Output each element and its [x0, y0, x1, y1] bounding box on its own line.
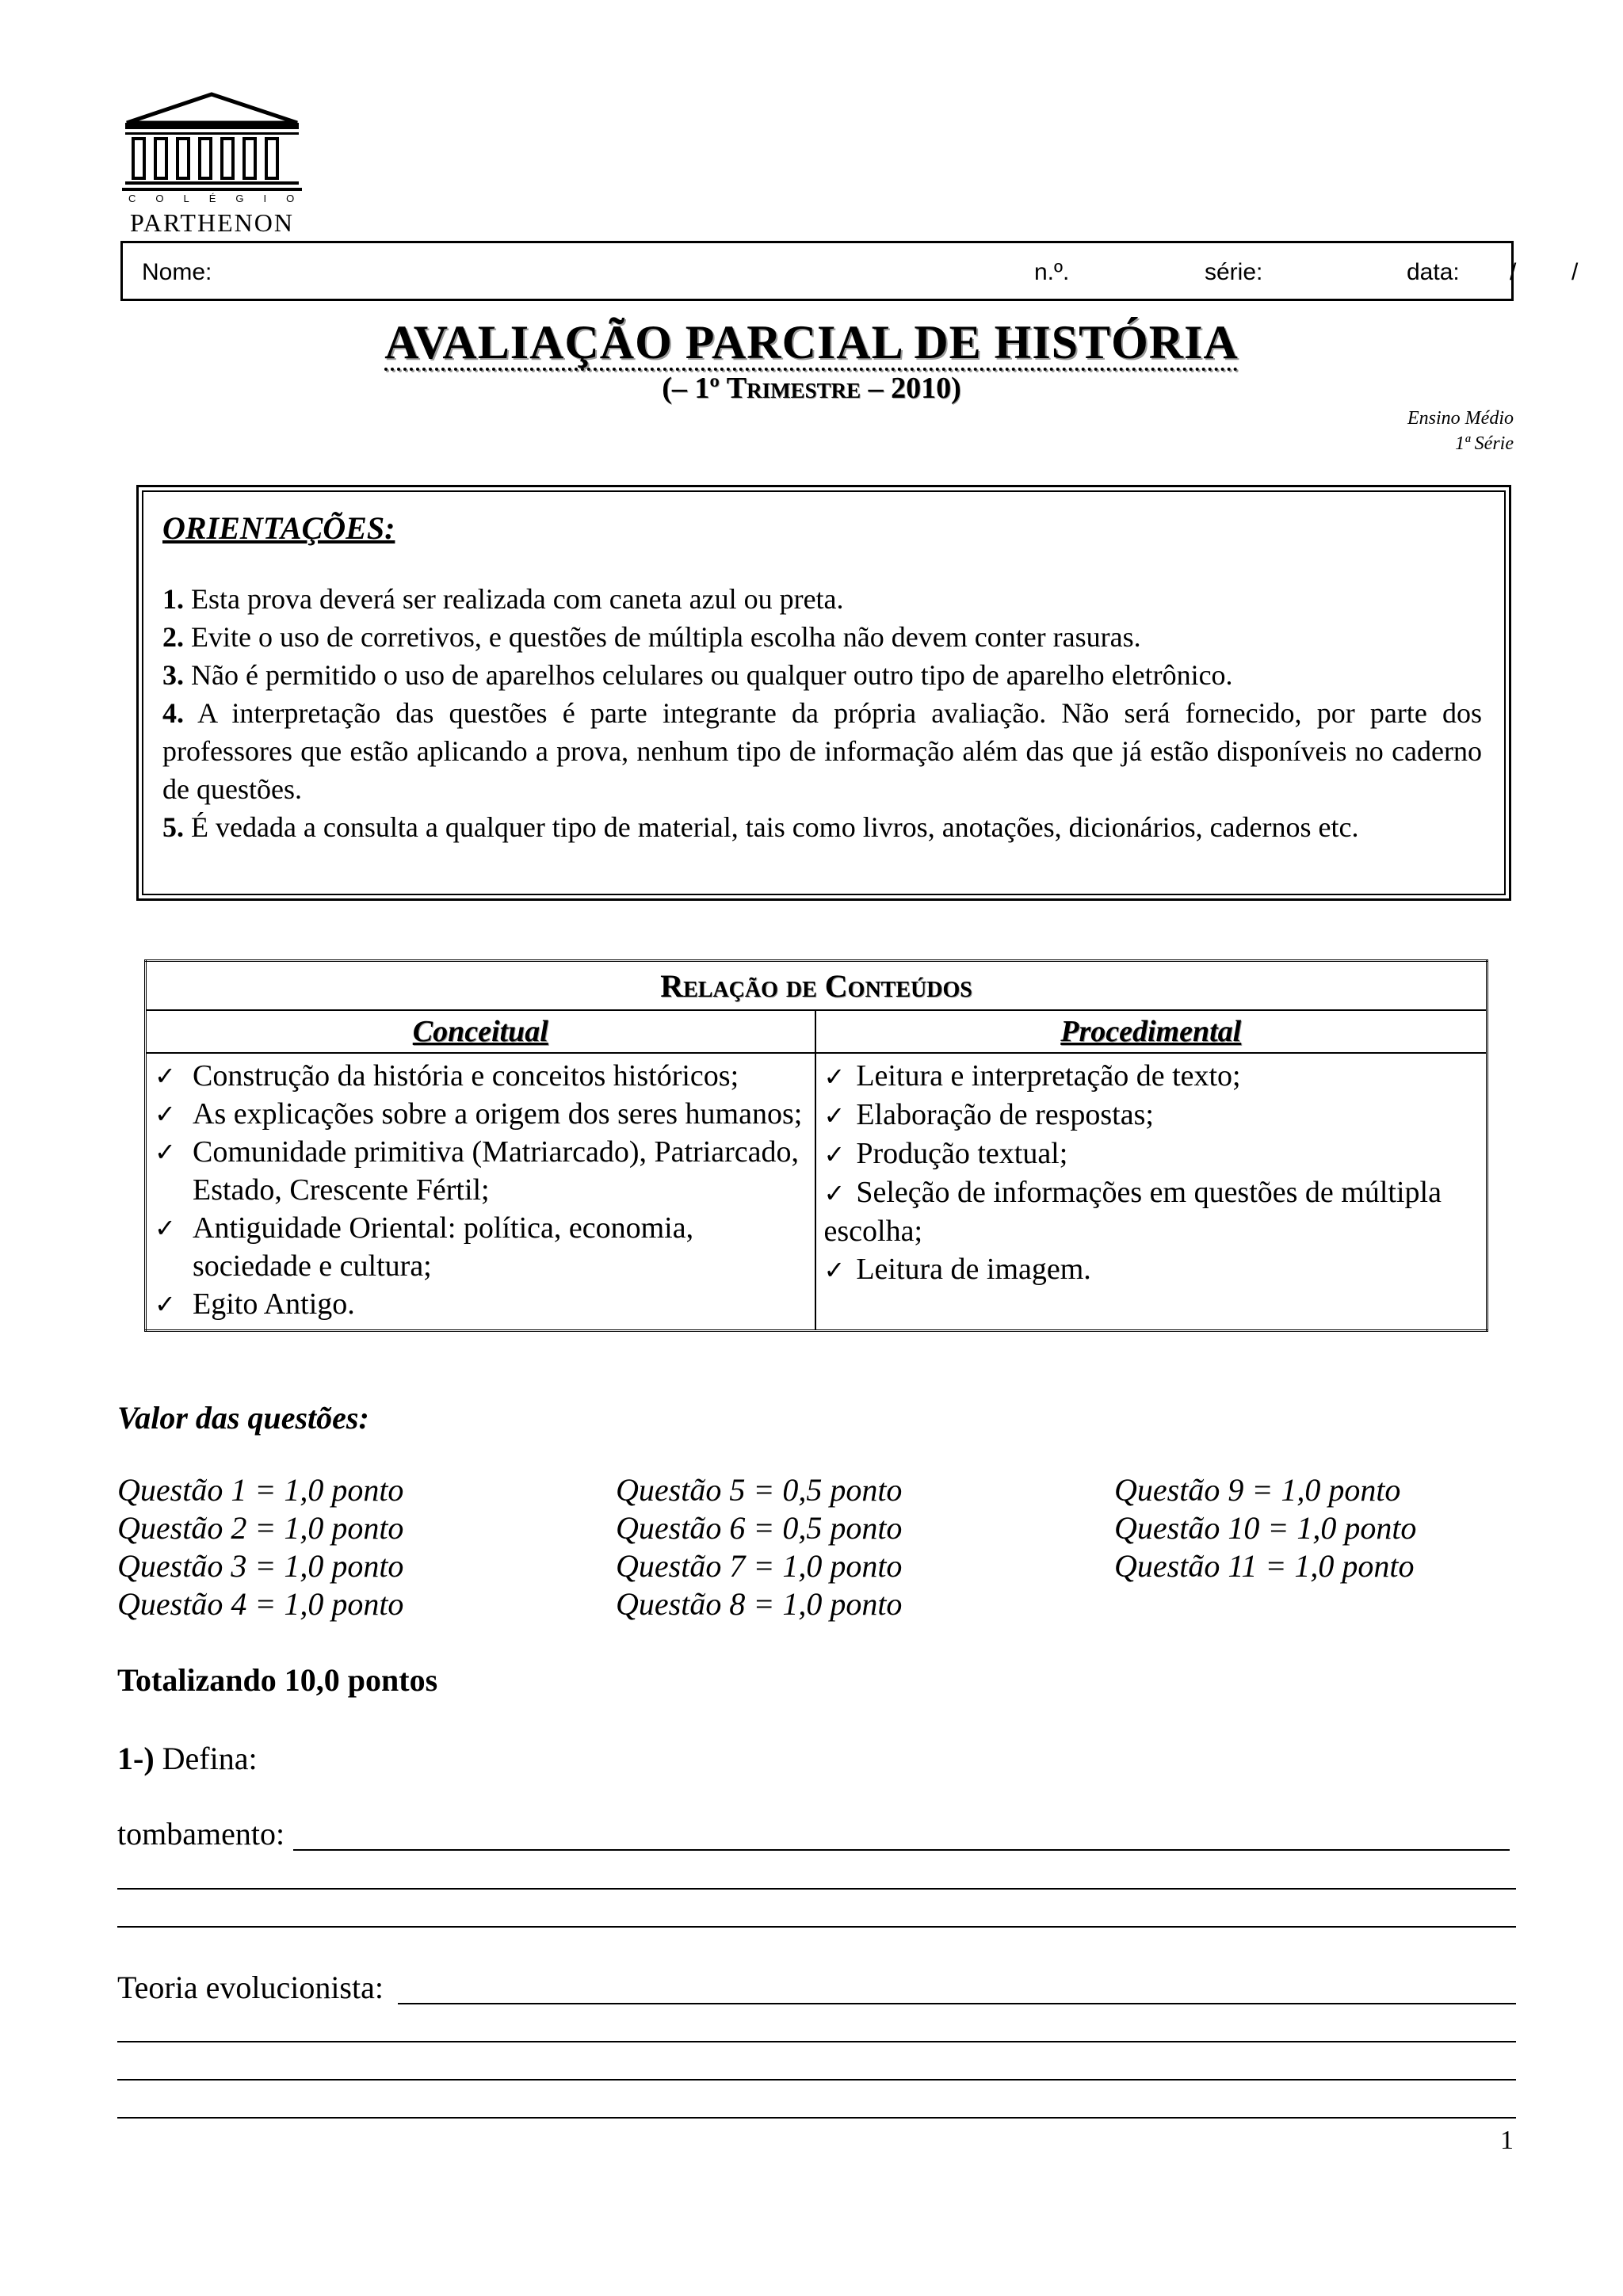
checkmark-icon: ✓: [155, 1099, 176, 1129]
orientation-number: 5.: [162, 811, 184, 843]
date-separator: /: [1510, 259, 1517, 285]
question-value: Questão 6 = 0,5 ponto: [616, 1510, 903, 1546]
conceptual-cell: [146, 1053, 815, 1331]
logo-name: PARTHENON: [130, 208, 294, 237]
number-label: n.º.: [1034, 259, 1070, 285]
list-item: [824, 1096, 1482, 1135]
checkmark-icon: ✓: [155, 1213, 176, 1243]
parthenon-temple-icon: [119, 91, 305, 194]
list-item: [824, 1057, 1482, 1096]
orientation-item: [162, 618, 1482, 656]
orientation-text: Evite o uso de corretivos, e questões de múltipla escolha não devem conter rasuras.: [184, 621, 1141, 653]
orientation-text: Não é permitido o uso de aparelhos celulares ou qualquer outro tipo de aparelho eletrônico.: [184, 659, 1233, 691]
list-item-text: Leitura e interpretação de texto;: [856, 1059, 1241, 1093]
checkmark-icon: ✓: [155, 1137, 176, 1167]
total-points: Totalizando 10,0 pontos: [117, 1662, 438, 1698]
answer-line[interactable]: [117, 2117, 1516, 2119]
orientations-heading: ORIENTAÇÕES:: [162, 510, 395, 546]
checkmark-icon: ✓: [155, 1061, 176, 1091]
term-label-evolution: Teoria evolucionista:: [117, 1970, 384, 2005]
question-value: Questão 8 = 1,0 ponto: [616, 1586, 903, 1622]
orientation-number: 2.: [162, 621, 184, 653]
orientation-item: [162, 694, 1482, 808]
list-item-text: Egito Antigo.: [193, 1287, 355, 1321]
checkmark-icon: ✓: [155, 1289, 176, 1319]
answer-line[interactable]: [293, 1849, 1510, 1851]
orientations-box: [136, 485, 1511, 901]
values-heading: Valor das questões:: [117, 1400, 369, 1436]
values-column-2: [616, 1471, 902, 1623]
list-item-text: Comunidade primitiva (Matriarcado), Patriarcado, Estado, Crescente Fértil;: [193, 1135, 800, 1207]
list-item: [824, 1173, 1482, 1250]
grade-label: série:: [1205, 259, 1263, 285]
question-value: Questão 4 = 1,0 ponto: [117, 1586, 404, 1622]
list-item: [155, 1057, 810, 1095]
orientation-text: É vedada a consulta a qualquer tipo de material, tais como livros, anotações, dicionários, cadernos etc.: [184, 811, 1359, 843]
list-item-text: Seleção de informações em questões de múltipla escolha;: [823, 1176, 1442, 1248]
orientation-item: [162, 808, 1482, 846]
checkmark-icon: ✓: [823, 1062, 846, 1092]
list-item-text: As explicações sobre a origem dos seres humanos;: [193, 1097, 803, 1131]
procedural-list: [816, 1054, 1487, 1295]
question-value: Questão 2 = 1,0 ponto: [117, 1510, 404, 1546]
answer-line[interactable]: [117, 1926, 1516, 1928]
question-value: Questão 7 = 1,0 ponto: [616, 1548, 903, 1584]
name-label: Nome:: [142, 259, 212, 285]
grade-line: 1ª Série: [1455, 433, 1514, 454]
list-item-text: Produção textual;: [856, 1137, 1068, 1170]
question-value: Questão 5 = 0,5 ponto: [616, 1472, 903, 1508]
page-subtitle: (– 1º Trimestre – 2010): [662, 372, 961, 405]
page-title: AVALIAÇÃO PARCIAL DE HISTÓRIA: [384, 316, 1239, 368]
school-logo: [119, 91, 315, 238]
contents-table: [144, 959, 1488, 1332]
question-value: Questão 10 = 1,0 ponto: [1114, 1510, 1417, 1546]
conceptual-header: Conceitual: [146, 1010, 815, 1053]
orientation-text: A interpretação das questões é parte integrante da própria avaliação. Não será fornecido, por parte dos professores que estão aplicando a prova, nenhum tipo de informação além das que já estão disponíveis no caderno de questões.: [162, 697, 1482, 805]
date-separator: /: [1571, 259, 1579, 285]
orientation-number: 4.: [162, 697, 184, 729]
answer-line[interactable]: [117, 1888, 1516, 1890]
list-item: [155, 1133, 810, 1209]
question-value: Questão 3 = 1,0 ponto: [117, 1548, 404, 1584]
list-item: [155, 1095, 810, 1133]
checkmark-icon: ✓: [823, 1100, 846, 1131]
answer-line[interactable]: [398, 2003, 1516, 2004]
orientation-number: 1.: [162, 583, 184, 615]
list-item: [824, 1250, 1482, 1289]
level-info: [1407, 406, 1514, 456]
checkmark-icon: ✓: [823, 1139, 846, 1169]
orientation-item: [162, 580, 1482, 618]
question-number: 1-): [117, 1741, 155, 1776]
list-item-text: Construção da história e conceitos históricos;: [193, 1059, 739, 1093]
list-item-text: Antiguidade Oriental: política, economia, sociedade e cultura;: [193, 1211, 694, 1283]
contents-table-title: Relação de Conteúdos: [146, 961, 1487, 1011]
values-column-3: [1114, 1471, 1416, 1585]
date-label: data:: [1407, 259, 1460, 285]
orientation-text: Esta prova deverá ser realizada com caneta azul ou preta.: [184, 583, 844, 615]
conceptual-list: [147, 1054, 815, 1329]
level-line: Ensino Médio: [1407, 408, 1514, 429]
answer-line[interactable]: [117, 2079, 1516, 2081]
orientations-inner: [142, 490, 1506, 895]
values-column-1: [117, 1471, 403, 1623]
page-number: 1: [1500, 2126, 1514, 2155]
list-item: [824, 1135, 1482, 1173]
question-1-prompt: [117, 1740, 258, 1777]
logo-subtitle: COLÉGIO: [128, 193, 315, 204]
term-label-tombamento: tombamento:: [117, 1816, 285, 1852]
student-info-box: [120, 241, 1579, 301]
question-text: Defina:: [154, 1741, 258, 1776]
checkmark-icon: ✓: [823, 1255, 846, 1285]
question-value: Questão 9 = 1,0 ponto: [1114, 1472, 1401, 1508]
list-item-text: Leitura de imagem.: [856, 1253, 1091, 1286]
checkmark-icon: ✓: [823, 1178, 846, 1208]
procedural-cell: [815, 1053, 1487, 1331]
orientation-number: 3.: [162, 659, 184, 691]
list-item: [155, 1285, 810, 1323]
question-value: Questão 1 = 1,0 ponto: [117, 1472, 404, 1508]
question-value: Questão 11 = 1,0 ponto: [1114, 1548, 1415, 1584]
orientation-item: [162, 656, 1482, 694]
list-item-text: Elaboração de respostas;: [856, 1098, 1154, 1131]
list-item: [155, 1209, 810, 1285]
answer-line[interactable]: [117, 2041, 1516, 2042]
procedural-header: Procedimental: [815, 1010, 1487, 1053]
